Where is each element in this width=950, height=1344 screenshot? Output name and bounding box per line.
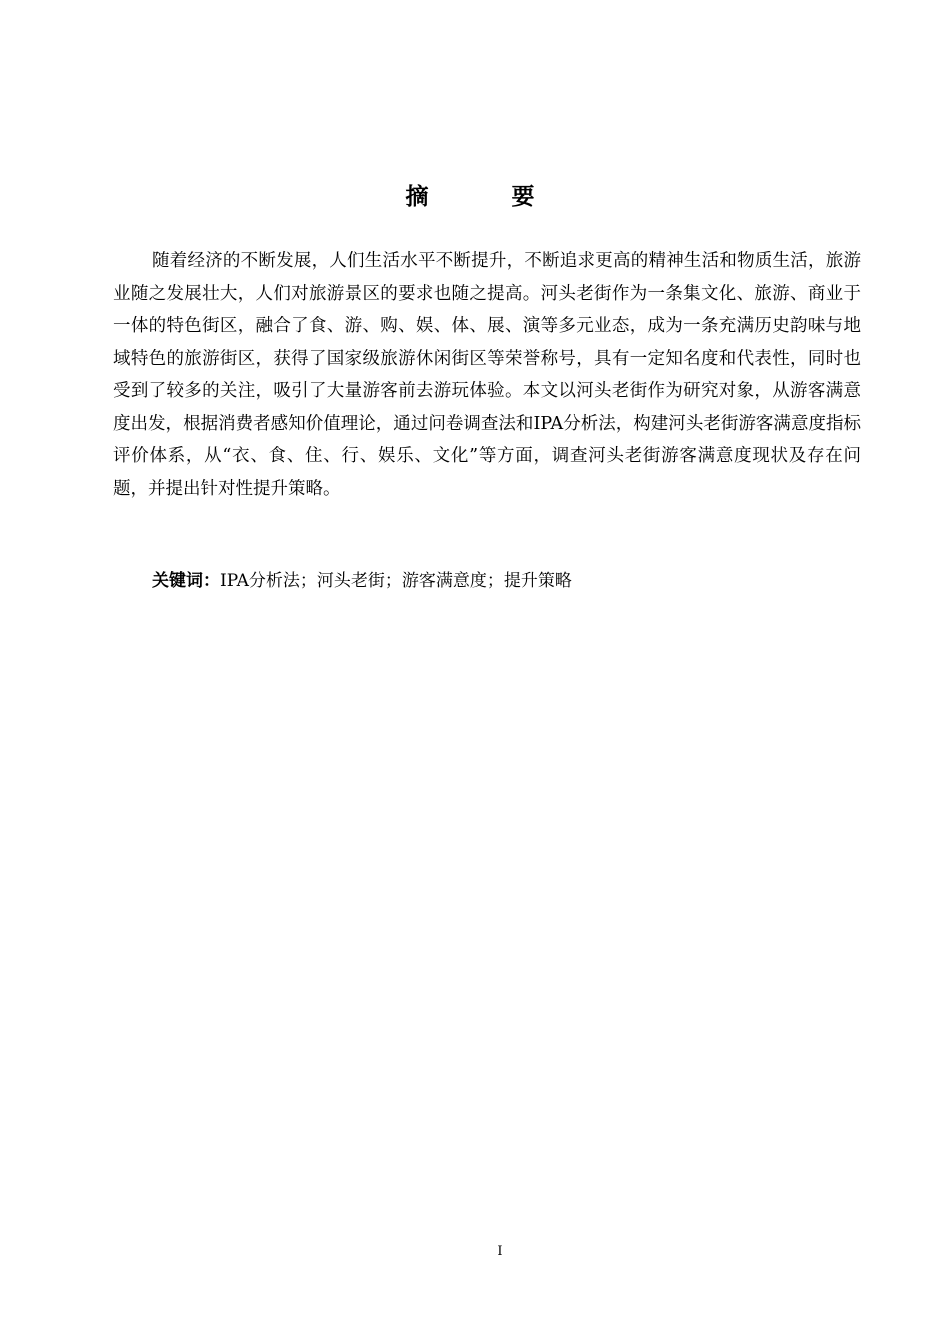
keywords-text: IPA分析法；河头老街；游客满意度；提升策略 — [220, 571, 572, 591]
abstract-body: 随着经济的不断发展，人们生活水平不断提升，不断追求更高的精神生活和物质生活，旅游业随之发展壮大，人们对旅游景区的要求也随之提高。河头老街作为一条集文化、旅游、商业于一体的特色街区，融合了食、游、购、娱、体、展、演等多元业态，成为一条充满历史韵味与地域特色的旅游街区，获得了国家级旅游休闲街区等荣誉称号，具有一定知名度和代表性，同时也受到了较多的关注，吸引了大量游客前去游玩体验。本文以河头老街作为研究对象，从游客满意度出发，根据消费者感知价值理论，通过问卷调查法和IPA分析法，构建河头老街游客满意度指标评价体系，从“衣、食、住、行、娱乐、文化”等方面，调查河头老街游客满意度现状及存在问题，并提出针对性提升策略。 — [113, 251, 861, 499]
keywords-line — [152, 566, 852, 596]
abstract-title: 摘 要 — [405, 184, 565, 210]
keywords-label: 关键词： — [152, 571, 220, 591]
page-number: I — [497, 1244, 503, 1259]
